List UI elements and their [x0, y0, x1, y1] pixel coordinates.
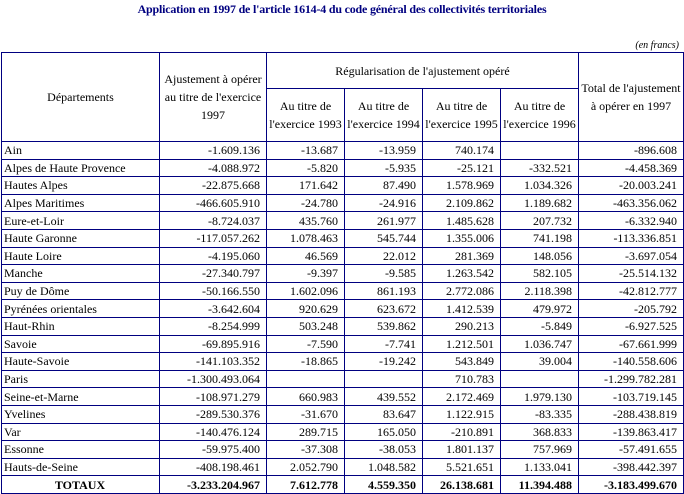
cell-y1993: -7.590: [267, 335, 345, 353]
cell-dept: Haut-Rhin: [2, 317, 160, 335]
cell-y1996: -83.335: [501, 405, 579, 423]
cell-y1994: -5.935: [345, 159, 423, 177]
page-title: Application en 1997 de l'article 1614-4 du code général des collectivités territoriales: [137, 2, 547, 16]
cell-y1996: 1.034.326: [501, 177, 579, 195]
header-departements: Départements: [2, 53, 160, 142]
table-row: [2, 265, 684, 283]
table-row: [2, 177, 684, 195]
cell-y1996: -332.521: [501, 159, 579, 177]
cell-y1993: 2.052.790: [267, 458, 345, 476]
cell-y1994: -19.242: [345, 353, 423, 371]
cell-total: -398.442.397: [579, 458, 684, 476]
cell-y1996: [501, 142, 579, 160]
cell-y1995: 2.172.469: [423, 388, 501, 406]
cell-y1996: 1.133.041: [501, 458, 579, 476]
cell-dept: Var: [2, 423, 160, 441]
cell-total: -42.812.777: [579, 282, 684, 300]
cell-y1993: 1.602.096: [267, 282, 345, 300]
cell-y1995: 1.485.628: [423, 212, 501, 230]
cell-total: -139.863.417: [579, 423, 684, 441]
totals-row: [2, 476, 684, 494]
table-row: [2, 282, 684, 300]
table-row: [2, 335, 684, 353]
cell-dept: Yvelines: [2, 405, 160, 423]
cell-dept: Alpes de Haute Provence: [2, 159, 160, 177]
cell-total: -6.927.525: [579, 317, 684, 335]
cell-dept: Savoie: [2, 335, 160, 353]
table-row: [2, 458, 684, 476]
cell-y1994: -24.916: [345, 194, 423, 212]
cell-dept: Alpes Maritimes: [2, 194, 160, 212]
cell-y1996: 1.036.747: [501, 335, 579, 353]
cell-y1995: -25.121: [423, 159, 501, 177]
cell-total: -6.332.940: [579, 212, 684, 230]
table-row: [2, 212, 684, 230]
cell-ajust: -8.254.999: [160, 317, 267, 335]
cell-y1995: 543.849: [423, 353, 501, 371]
cell-total: -140.558.606: [579, 353, 684, 371]
cell-ajust: -289.530.376: [160, 405, 267, 423]
table-row: [2, 370, 684, 388]
cell-ajust: -50.166.550: [160, 282, 267, 300]
cell-y1994: -7.741: [345, 335, 423, 353]
cell-y1993: [267, 370, 345, 388]
cell-total: -25.514.132: [579, 265, 684, 283]
cell-dept: Paris: [2, 370, 160, 388]
cell-y1996: 11.394.488: [501, 476, 579, 494]
cell-ajust: -3.233.204.967: [160, 476, 267, 494]
table-row: [2, 317, 684, 335]
cell-y1993: 1.078.463: [267, 229, 345, 247]
cell-y1994: -38.053: [345, 441, 423, 459]
cell-y1993: -37.308: [267, 441, 345, 459]
cell-y1993: -31.670: [267, 405, 345, 423]
table-row: [2, 353, 684, 371]
cell-y1996: 1.979.130: [501, 388, 579, 406]
cell-ajust: -8.724.037: [160, 212, 267, 230]
cell-y1995: 1.263.542: [423, 265, 501, 283]
cell-dept: Manche: [2, 265, 160, 283]
cell-y1995: 740.174: [423, 142, 501, 160]
header-1993: Au titre de l'exercice 1993: [267, 89, 345, 142]
cell-y1993: 503.248: [267, 317, 345, 335]
cell-ajust: -408.198.461: [160, 458, 267, 476]
cell-y1996: 582.105: [501, 265, 579, 283]
table-row: [2, 247, 684, 265]
cell-y1995: 1.578.969: [423, 177, 501, 195]
cell-y1994: 22.012: [345, 247, 423, 265]
cell-y1996: 207.732: [501, 212, 579, 230]
header-total: Total de l'ajustement à opérer en 1997: [579, 53, 684, 142]
cell-y1995: 710.783: [423, 370, 501, 388]
cell-y1995: 1.801.137: [423, 441, 501, 459]
cell-dept: Haute Loire: [2, 247, 160, 265]
cell-y1994: 165.050: [345, 423, 423, 441]
cell-y1994: 261.977: [345, 212, 423, 230]
cell-total: -113.336.851: [579, 229, 684, 247]
cell-ajust: -27.340.797: [160, 265, 267, 283]
cell-y1994: -9.585: [345, 265, 423, 283]
cell-ajust: -108.971.279: [160, 388, 267, 406]
cell-y1996: [501, 370, 579, 388]
cell-y1996: -5.849: [501, 317, 579, 335]
cell-y1993: -5.820: [267, 159, 345, 177]
table-row: [2, 300, 684, 318]
cell-ajust: -4.195.060: [160, 247, 267, 265]
cell-y1995: 1.212.501: [423, 335, 501, 353]
cell-y1993: 289.715: [267, 423, 345, 441]
table-row: [2, 159, 684, 177]
cell-total: -20.003.241: [579, 177, 684, 195]
cell-total: -288.438.819: [579, 405, 684, 423]
table-row: [2, 194, 684, 212]
cell-total: -57.491.655: [579, 441, 684, 459]
cell-y1993: -24.780: [267, 194, 345, 212]
cell-y1993: 660.983: [267, 388, 345, 406]
cell-total: -205.792: [579, 300, 684, 318]
table-row: [2, 229, 684, 247]
cell-y1994: 623.672: [345, 300, 423, 318]
cell-dept: Ain: [2, 142, 160, 160]
cell-total: -896.608: [579, 142, 684, 160]
cell-y1993: 46.569: [267, 247, 345, 265]
cell-y1995: 5.521.651: [423, 458, 501, 476]
cell-dept: TOTAUX: [2, 476, 160, 494]
cell-y1996: 1.189.682: [501, 194, 579, 212]
cell-y1994: [345, 370, 423, 388]
cell-dept: Haute-Savoie: [2, 353, 160, 371]
cell-y1993: 920.629: [267, 300, 345, 318]
cell-ajust: -1.609.136: [160, 142, 267, 160]
cell-ajust: -22.875.668: [160, 177, 267, 195]
cell-y1993: -13.687: [267, 142, 345, 160]
table-row: [2, 388, 684, 406]
cell-ajust: -141.103.352: [160, 353, 267, 371]
cell-total: -3.183.499.670: [579, 476, 684, 494]
header-ajustement: Ajustement à opérer au titre de l'exercice 1997: [160, 53, 267, 142]
cell-ajust: -1.300.493.064: [160, 370, 267, 388]
cell-y1993: 7.612.778: [267, 476, 345, 494]
cell-dept: Hautes Alpes: [2, 177, 160, 195]
cell-total: -463.356.062: [579, 194, 684, 212]
cell-y1994: 545.744: [345, 229, 423, 247]
cell-y1994: 439.552: [345, 388, 423, 406]
cell-y1995: 281.369: [423, 247, 501, 265]
cell-y1994: 539.862: [345, 317, 423, 335]
cell-y1996: 479.972: [501, 300, 579, 318]
cell-dept: Hauts-de-Seine: [2, 458, 160, 476]
table-row: [2, 405, 684, 423]
cell-dept: Puy de Dôme: [2, 282, 160, 300]
header-1994: Au titre de l'exercice 1994: [345, 89, 423, 142]
cell-y1994: 83.647: [345, 405, 423, 423]
cell-dept: Pyrénées orientales: [2, 300, 160, 318]
cell-y1995: -210.891: [423, 423, 501, 441]
cell-y1994: 4.559.350: [345, 476, 423, 494]
header-1995: Au titre de l'exercice 1995: [423, 89, 501, 142]
cell-dept: Haute Garonne: [2, 229, 160, 247]
cell-total: -3.697.054: [579, 247, 684, 265]
unit-note: (en francs): [635, 40, 679, 51]
cell-y1993: -9.397: [267, 265, 345, 283]
cell-y1996: 368.833: [501, 423, 579, 441]
cell-y1995: 1.122.915: [423, 405, 501, 423]
cell-total: -4.458.369: [579, 159, 684, 177]
cell-y1995: 1.412.539: [423, 300, 501, 318]
cell-total: -103.719.145: [579, 388, 684, 406]
cell-ajust: -117.057.262: [160, 229, 267, 247]
cell-y1995: 26.138.681: [423, 476, 501, 494]
header-regularisation: Régularisation de l'ajustement opéré: [267, 53, 579, 89]
cell-y1995: 2.772.086: [423, 282, 501, 300]
cell-y1996: 148.056: [501, 247, 579, 265]
cell-total: -1.299.782.281: [579, 370, 684, 388]
table-row: [2, 142, 684, 160]
cell-ajust: -466.605.910: [160, 194, 267, 212]
cell-y1993: 435.760: [267, 212, 345, 230]
table-row: [2, 441, 684, 459]
cell-dept: Eure-et-Loir: [2, 212, 160, 230]
cell-y1996: 757.969: [501, 441, 579, 459]
cell-y1993: 171.642: [267, 177, 345, 195]
cell-dept: Essonne: [2, 441, 160, 459]
cell-y1995: 290.213: [423, 317, 501, 335]
table-row: [2, 423, 684, 441]
cell-dept: Seine-et-Marne: [2, 388, 160, 406]
cell-ajust: -69.895.916: [160, 335, 267, 353]
data-table: [1, 52, 684, 494]
cell-ajust: -59.975.400: [160, 441, 267, 459]
cell-y1994: 87.490: [345, 177, 423, 195]
cell-y1993: -18.865: [267, 353, 345, 371]
cell-ajust: -4.088.972: [160, 159, 267, 177]
cell-ajust: -140.476.124: [160, 423, 267, 441]
header-1996: Au titre de l'exercice 1996: [501, 89, 579, 142]
cell-y1994: -13.959: [345, 142, 423, 160]
cell-y1995: 1.355.006: [423, 229, 501, 247]
cell-y1996: 2.118.398: [501, 282, 579, 300]
cell-y1996: 741.198: [501, 229, 579, 247]
cell-ajust: -3.642.604: [160, 300, 267, 318]
cell-y1994: 1.048.582: [345, 458, 423, 476]
cell-y1995: 2.109.862: [423, 194, 501, 212]
cell-y1994: 861.193: [345, 282, 423, 300]
cell-total: -67.661.999: [579, 335, 684, 353]
cell-y1996: 39.004: [501, 353, 579, 371]
